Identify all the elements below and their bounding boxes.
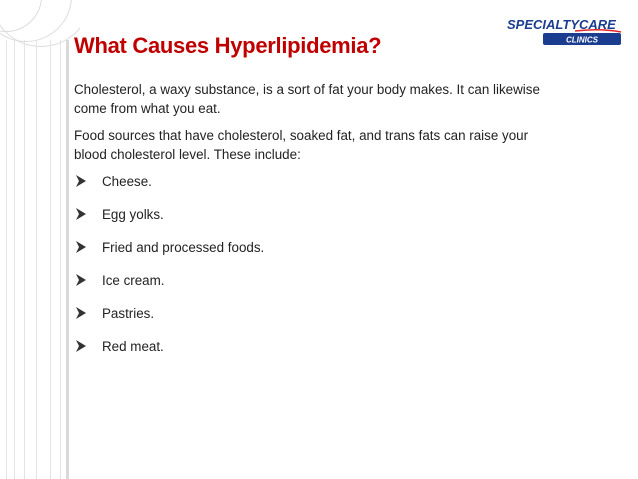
slide-title: What Causes Hyperlipidemia? <box>74 33 382 58</box>
arrowhead-bullet-icon <box>76 307 86 319</box>
list-item-label: Fried and processed foods. <box>102 240 265 255</box>
left-rail-decoration <box>0 40 70 479</box>
paragraph-cholesterol: Cholesterol, a waxy substance, is a sort of fat your body makes. It can likewise come from what you eat. <box>74 82 540 116</box>
list-item <box>74 271 554 304</box>
paragraph-food-sources: Food sources that have cholesterol, soaked fat, and trans fats can raise your blood cholesterol level. These include: <box>74 128 529 162</box>
list-item <box>74 205 554 238</box>
logo-mark <box>505 14 623 46</box>
list-item-label: Cheese. <box>102 174 152 189</box>
specialtycare-logo <box>505 14 623 46</box>
list-item <box>74 337 554 370</box>
list-item-label: Red meat. <box>102 339 164 354</box>
arrowhead-bullet-icon <box>76 241 86 253</box>
list-item <box>74 304 554 337</box>
food-list <box>74 172 554 370</box>
logo-text-clinics: CLINICS <box>566 35 598 45</box>
logo-text-specialty: SPECIALTYCARE <box>507 17 616 32</box>
arrowhead-bullet-icon <box>76 274 86 286</box>
slide-content <box>74 80 554 370</box>
list-item-label: Pastries. <box>102 306 155 321</box>
arrowhead-bullet-icon <box>76 175 86 187</box>
arrowhead-bullet-icon <box>76 340 86 352</box>
list-item-label: Egg yolks. <box>102 207 164 222</box>
list-item <box>74 172 554 205</box>
list-item-label: Ice cream. <box>102 273 165 288</box>
arrowhead-bullet-icon <box>76 208 86 220</box>
list-item <box>74 238 554 271</box>
